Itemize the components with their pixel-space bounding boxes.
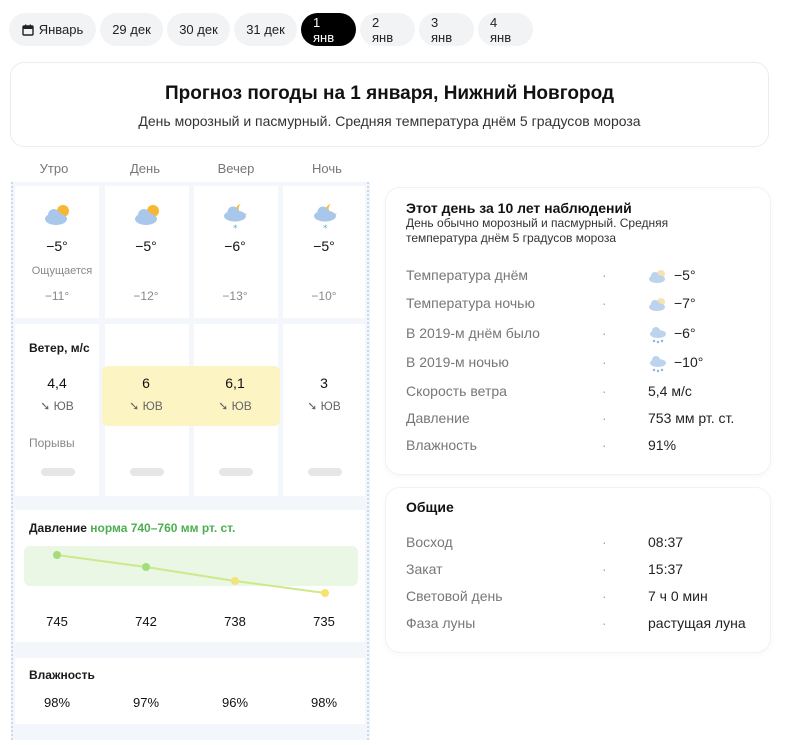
pressure-point bbox=[53, 551, 61, 559]
svg-text:*: * bbox=[233, 224, 238, 233]
row-dot: · bbox=[602, 534, 607, 550]
wind-dir-label: ЮВ bbox=[53, 399, 74, 413]
row-value: 08:37 bbox=[648, 534, 684, 550]
period-head-night: Ночь bbox=[312, 161, 342, 176]
row-value: 5,4 м/с bbox=[648, 383, 692, 399]
row-value: −6° bbox=[674, 325, 696, 341]
page-subtitle: День морозный и пасмурный. Средняя температура днём 5 градусов мороза bbox=[138, 113, 641, 129]
feels-morning: −11° bbox=[44, 289, 70, 303]
row-label: Давление bbox=[406, 410, 470, 426]
tab-label: Январь bbox=[38, 22, 84, 37]
tab-label: 29 дек bbox=[112, 22, 151, 37]
temp-day: −5° bbox=[135, 238, 157, 254]
temp-night: −5° bbox=[313, 238, 335, 254]
row-label: Скорость ветра bbox=[406, 383, 507, 399]
cloudy-sun-icon bbox=[648, 268, 668, 284]
row-value: 15:37 bbox=[648, 561, 684, 577]
history-row bbox=[406, 295, 756, 315]
cloud-snow-icon bbox=[648, 355, 668, 373]
wind-morning: 4,4 bbox=[47, 375, 67, 391]
period-head-morning: Утро bbox=[39, 161, 69, 176]
history-row bbox=[406, 410, 756, 430]
tab-label: 30 дек bbox=[179, 22, 218, 37]
history-row bbox=[406, 383, 756, 403]
humidity-day: 97% bbox=[132, 695, 160, 710]
row-label: Температура ночью bbox=[406, 295, 535, 311]
row-label: Фаза луны bbox=[406, 615, 476, 631]
row-dot: · bbox=[602, 561, 607, 577]
wind-arrow-icon: ➘ bbox=[40, 399, 54, 413]
row-label: Закат bbox=[406, 561, 443, 577]
row-value: −5° bbox=[674, 267, 696, 283]
row-dot: · bbox=[602, 410, 607, 426]
pressure-morning: 745 bbox=[46, 614, 68, 629]
general-row bbox=[406, 588, 756, 608]
row-value: 7 ч 0 мин bbox=[648, 588, 708, 604]
humidity-evening: 96% bbox=[221, 695, 249, 710]
pressure-day: 742 bbox=[135, 614, 157, 629]
history-row bbox=[406, 437, 756, 457]
pressure-point bbox=[321, 589, 329, 597]
feels-night: −10° bbox=[311, 289, 337, 303]
general-row bbox=[406, 561, 756, 581]
wind-arrow-icon: ➘ bbox=[129, 399, 143, 413]
period-head-day: День bbox=[130, 161, 160, 176]
wind-dir-label: ЮВ bbox=[142, 399, 163, 413]
wind-day: 6 bbox=[142, 375, 150, 391]
row-value: −7° bbox=[674, 295, 696, 311]
pressure-point bbox=[231, 577, 239, 585]
history-row bbox=[406, 354, 756, 374]
row-dot: · bbox=[602, 437, 607, 453]
row-label: В 2019-м днём было bbox=[406, 325, 540, 341]
pressure-norm: норма 740–760 мм рт. ст. bbox=[90, 521, 236, 535]
cloudy-sun-icon bbox=[648, 296, 668, 312]
feels-like-label: Ощущается bbox=[31, 265, 93, 277]
svg-text:*: * bbox=[323, 224, 328, 233]
period-head-evening: Вечер bbox=[217, 161, 255, 176]
tab-label: 4 янв bbox=[490, 14, 512, 45]
feels-day: −12° bbox=[133, 289, 159, 303]
pressure-point bbox=[142, 563, 150, 571]
humidity-title: Влажность bbox=[29, 668, 95, 682]
history-row bbox=[406, 325, 756, 345]
wind-dir-label: ЮВ bbox=[320, 399, 341, 413]
general-card bbox=[386, 488, 770, 652]
general-row bbox=[406, 534, 756, 554]
wind-arrow-icon: ➘ bbox=[307, 399, 321, 413]
row-dot: · bbox=[602, 588, 607, 604]
tab-label: 1 янв bbox=[313, 14, 335, 45]
tab-label: 3 янв bbox=[431, 14, 453, 45]
wind-night: 3 bbox=[320, 375, 328, 391]
row-label: Восход bbox=[406, 534, 453, 550]
row-dot: · bbox=[602, 325, 607, 341]
history-row bbox=[406, 267, 756, 287]
row-dot: · bbox=[602, 295, 607, 311]
page-title: Прогноз погоды на 1 января, Нижний Новгород bbox=[164, 83, 614, 104]
row-label: Световой день bbox=[406, 588, 503, 604]
row-label: В 2019-м ночью bbox=[406, 354, 509, 370]
pressure-evening: 738 bbox=[224, 614, 246, 629]
row-dot: · bbox=[602, 615, 607, 631]
temp-evening: −6° bbox=[224, 238, 246, 254]
row-dot: · bbox=[602, 267, 607, 283]
general-row bbox=[406, 615, 756, 635]
row-dot: · bbox=[602, 383, 607, 399]
pressure-title-label: Давление bbox=[29, 521, 87, 535]
row-label: Температура днём bbox=[406, 267, 528, 283]
gusts-label: Порывы bbox=[29, 436, 75, 450]
feels-evening: −13° bbox=[222, 289, 248, 303]
row-value: −10° bbox=[674, 354, 704, 370]
history-card bbox=[386, 188, 770, 474]
pressure-night: 735 bbox=[313, 614, 335, 629]
temp-morning: −5° bbox=[46, 238, 68, 254]
humidity-night: 98% bbox=[310, 695, 338, 710]
row-label: Влажность bbox=[406, 437, 477, 453]
row-value: растущая луна bbox=[648, 615, 746, 631]
wind-evening: 6,1 bbox=[225, 375, 245, 391]
general-title: Общие bbox=[406, 499, 454, 515]
row-value: 753 мм рт. ст. bbox=[648, 410, 735, 426]
history-subtitle: День обычно морозный и пасмурный. Средняя температура днём 5 градусов мороза bbox=[406, 216, 669, 245]
row-value: 91% bbox=[648, 437, 677, 453]
cloud-snow-icon bbox=[648, 326, 668, 344]
tab-label: 31 дек bbox=[246, 22, 285, 37]
row-dot: · bbox=[602, 354, 607, 370]
humidity-morning: 98% bbox=[43, 695, 71, 710]
wind-dir-label: ЮВ bbox=[231, 399, 252, 413]
history-title: Этот день за 10 лет наблюдений bbox=[406, 200, 632, 216]
wind-title: Ветер, м/с bbox=[29, 341, 90, 355]
tab-label: 2 янв bbox=[372, 14, 394, 45]
wind-arrow-icon: ➘ bbox=[218, 399, 232, 413]
